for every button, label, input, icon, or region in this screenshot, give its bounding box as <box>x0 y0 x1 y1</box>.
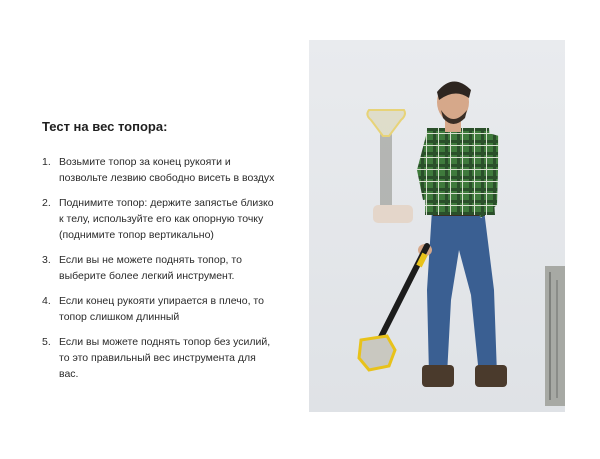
list-item <box>42 195 277 243</box>
list-item <box>42 334 277 382</box>
step-text: Возьмите топор за конец рукояти и позвольте лезвию свободно висеть в воздух <box>59 156 275 184</box>
tree-stump <box>545 266 565 406</box>
list-item <box>42 293 277 325</box>
step-text: Если вы не можете поднять топор, то выберите более легкий инструмент. <box>59 254 242 282</box>
lumberjack-photo <box>309 40 565 412</box>
step-number: 1. <box>42 156 51 168</box>
step-number: 4. <box>42 295 51 307</box>
list-item <box>42 252 277 284</box>
step-number: 2. <box>42 197 51 209</box>
step-text: Поднимите топор: держите запястье близко к телу, используйте его как опорную точку (поднимите топор вертикально) <box>59 197 274 241</box>
instruction-list <box>42 154 277 391</box>
step-text: Если вы можете поднять топор без усилий, то это правильный вес инструмента для вас. <box>59 336 271 380</box>
page-title: Тест на вес топора: <box>42 119 168 134</box>
list-item <box>42 154 277 186</box>
step-number: 3. <box>42 254 51 266</box>
step-number: 5. <box>42 336 51 348</box>
photo-illustration <box>309 40 565 412</box>
step-text: Если конец рукояти упирается в плечо, то топор слишком длинный <box>59 295 264 323</box>
